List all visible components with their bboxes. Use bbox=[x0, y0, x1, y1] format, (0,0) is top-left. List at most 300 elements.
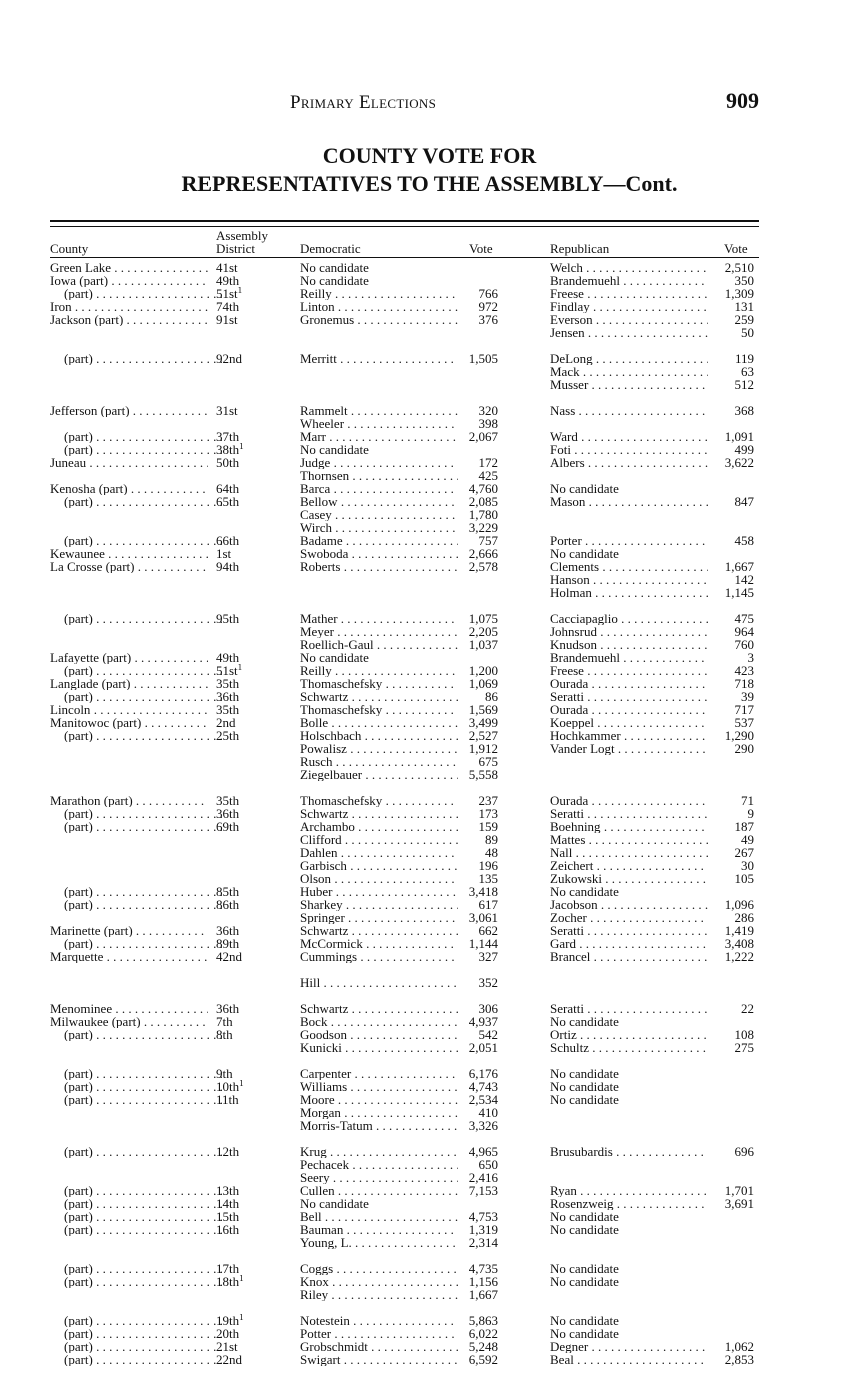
republican-vote-cell-text: 1,309 bbox=[724, 287, 754, 300]
county-cell-text: (part) bbox=[64, 664, 93, 677]
republican-candidate-cell bbox=[550, 651, 708, 664]
republican-vote-cell-text: 275 bbox=[734, 1041, 754, 1054]
table-row bbox=[50, 885, 759, 898]
democratic-candidate-cell-text: Morris-Tatum bbox=[300, 1119, 373, 1132]
republican-vote-cell bbox=[712, 560, 754, 573]
democratic-vote-cell-text: 320 bbox=[478, 404, 498, 417]
democratic-candidate-cell bbox=[300, 833, 458, 846]
republican-candidate-cell bbox=[550, 1184, 708, 1197]
democratic-candidate-cell-text: Kunicki bbox=[300, 1041, 342, 1054]
democratic-candidate-cell bbox=[300, 924, 458, 937]
county-cell-text: (part) bbox=[64, 937, 93, 950]
republican-candidate-cell-text: Johnsrud bbox=[550, 625, 597, 638]
county-cell-text: Menominee bbox=[50, 1002, 113, 1015]
democratic-candidate-cell bbox=[300, 1353, 458, 1366]
county-cell-text: Iron bbox=[50, 300, 72, 313]
district-cell bbox=[216, 352, 294, 365]
table-row bbox=[50, 833, 759, 846]
county-cell-text: (part) bbox=[64, 1210, 93, 1223]
democratic-vote-cell bbox=[458, 846, 498, 859]
democratic-vote-cell bbox=[458, 911, 498, 924]
democratic-candidate-cell bbox=[300, 703, 458, 716]
democratic-candidate-cell bbox=[300, 768, 458, 781]
district-cell bbox=[216, 677, 294, 690]
county-cell-text: (part) bbox=[64, 729, 93, 742]
democratic-vote-cell-text: 1,569 bbox=[468, 703, 498, 716]
district-cell-text: 64th bbox=[216, 482, 240, 495]
district-cell bbox=[216, 443, 294, 456]
democratic-candidate-cell bbox=[300, 352, 458, 365]
republican-candidate-cell-text: Jensen bbox=[550, 326, 585, 339]
republican-candidate-cell bbox=[550, 456, 708, 469]
district-cell-text: 36th bbox=[216, 690, 240, 703]
county-cell-text: (part) bbox=[64, 1093, 93, 1106]
district-cell-text: 35th bbox=[216, 703, 240, 716]
republican-vote-cell bbox=[712, 274, 754, 287]
district-cell bbox=[216, 274, 294, 287]
republican-vote-cell bbox=[712, 872, 754, 885]
democratic-candidate-cell bbox=[300, 651, 458, 664]
republican-vote-cell bbox=[712, 352, 754, 365]
democratic-candidate-cell bbox=[300, 1119, 458, 1132]
table-row bbox=[50, 352, 759, 365]
democratic-candidate-cell-text: Bellow bbox=[300, 495, 338, 508]
district-cell-text: 19th bbox=[216, 1314, 240, 1327]
democratic-vote-cell-text: 757 bbox=[478, 534, 498, 547]
district-cell bbox=[216, 1184, 294, 1197]
republican-vote-cell bbox=[712, 794, 754, 807]
republican-candidate-cell-text: Jacobson bbox=[550, 898, 598, 911]
table-row bbox=[50, 651, 759, 664]
county-cell bbox=[50, 1262, 222, 1275]
democratic-vote-cell bbox=[458, 755, 498, 768]
republican-candidate-cell bbox=[550, 1093, 708, 1106]
democratic-candidate-cell bbox=[300, 1015, 458, 1028]
table-row bbox=[50, 365, 759, 378]
republican-candidate-cell bbox=[550, 807, 708, 820]
table-row bbox=[50, 976, 759, 989]
democratic-candidate-cell bbox=[300, 430, 458, 443]
republican-candidate-cell-text: No candidate bbox=[550, 1080, 619, 1093]
democratic-vote-cell-text: 306 bbox=[478, 1002, 498, 1015]
table-row bbox=[50, 1067, 759, 1080]
democratic-vote-cell bbox=[458, 547, 498, 560]
democratic-vote-cell bbox=[458, 1262, 498, 1275]
democratic-candidate-cell bbox=[300, 1314, 458, 1327]
table-row bbox=[50, 1106, 759, 1119]
democratic-vote-cell-text: 2,067 bbox=[468, 430, 498, 443]
table-row bbox=[50, 573, 759, 586]
republican-vote-cell-text: 1,062 bbox=[724, 1340, 754, 1353]
democratic-candidate-cell bbox=[300, 1158, 458, 1171]
table-title-line1: COUNTY VOTE FOR bbox=[322, 143, 537, 168]
table-row bbox=[50, 1119, 759, 1132]
republican-vote-cell-text: 847 bbox=[734, 495, 754, 508]
table-row bbox=[50, 313, 759, 326]
republican-candidate-cell-text: No candidate bbox=[550, 1093, 619, 1106]
district-cell-text: 36th bbox=[216, 924, 240, 937]
district-cell-text: 7th bbox=[216, 1015, 233, 1028]
district-cell bbox=[216, 560, 294, 573]
democratic-vote-cell-text: 1,069 bbox=[468, 677, 498, 690]
democratic-vote-cell bbox=[458, 1340, 498, 1353]
democratic-vote-cell-text: 172 bbox=[478, 456, 498, 469]
democratic-vote-cell-text: 2,051 bbox=[468, 1041, 498, 1054]
republican-candidate-cell bbox=[550, 1210, 708, 1223]
democratic-vote-cell bbox=[458, 1145, 498, 1158]
democratic-candidate-cell-text: Dahlen bbox=[300, 846, 338, 859]
republican-candidate-cell bbox=[550, 729, 708, 742]
democratic-vote-cell-text: 1,156 bbox=[468, 1275, 498, 1288]
democratic-vote-cell bbox=[458, 794, 498, 807]
republican-candidate-cell bbox=[550, 742, 708, 755]
democratic-vote-cell bbox=[458, 456, 498, 469]
democratic-candidate-cell-text: Marr bbox=[300, 430, 326, 443]
republican-vote-cell bbox=[712, 1340, 754, 1353]
republican-vote-cell bbox=[712, 404, 754, 417]
republican-candidate-cell bbox=[550, 1028, 708, 1041]
county-cell bbox=[50, 950, 208, 963]
table-row bbox=[50, 820, 759, 833]
table-row bbox=[50, 274, 759, 287]
republican-candidate-cell-text: Holman bbox=[550, 586, 592, 599]
county-cell bbox=[50, 898, 222, 911]
democratic-vote-cell bbox=[458, 937, 498, 950]
republican-vote-cell-text: 1,290 bbox=[724, 729, 754, 742]
democratic-vote-cell-text: 1,037 bbox=[468, 638, 498, 651]
table-row bbox=[50, 742, 759, 755]
republican-vote-cell bbox=[712, 1028, 754, 1041]
republican-candidate-cell-text: No candidate bbox=[550, 1327, 619, 1340]
democratic-candidate-cell bbox=[300, 1327, 458, 1340]
democratic-vote-cell-text: 3,061 bbox=[468, 911, 498, 924]
republican-vote-cell-text: 1,222 bbox=[724, 950, 754, 963]
county-cell-text: Kewaunee bbox=[50, 547, 105, 560]
county-cell bbox=[50, 1080, 222, 1093]
republican-vote-cell bbox=[712, 534, 754, 547]
table-row bbox=[50, 1093, 759, 1106]
democratic-candidate-cell bbox=[300, 976, 458, 989]
democratic-candidate-cell bbox=[300, 755, 458, 768]
democratic-candidate-cell-text: Reilly bbox=[300, 664, 332, 677]
county-cell bbox=[50, 703, 208, 716]
republican-vote-cell-text: 475 bbox=[734, 612, 754, 625]
democratic-candidate-cell bbox=[300, 898, 458, 911]
republican-candidate-cell-text: Ourada bbox=[550, 677, 589, 690]
republican-candidate-cell bbox=[550, 1145, 708, 1158]
democratic-vote-cell-text: 7,153 bbox=[468, 1184, 498, 1197]
democratic-vote-cell bbox=[458, 482, 498, 495]
republican-candidate-cell-text: Findlay bbox=[550, 300, 590, 313]
republican-vote-cell bbox=[712, 612, 754, 625]
democratic-vote-cell bbox=[458, 300, 498, 313]
democratic-candidate-cell bbox=[300, 482, 458, 495]
republican-vote-cell bbox=[712, 716, 754, 729]
democratic-candidate-cell bbox=[300, 625, 458, 638]
table-row bbox=[50, 1236, 759, 1249]
democratic-candidate-cell-text: Reilly bbox=[300, 287, 332, 300]
row-spacer bbox=[50, 963, 759, 976]
republican-vote-cell bbox=[712, 1002, 754, 1015]
county-cell-text: (part) bbox=[64, 1327, 93, 1340]
county-cell bbox=[50, 664, 222, 677]
democratic-candidate-cell-text: Morgan bbox=[300, 1106, 341, 1119]
republican-vote-cell-text: 964 bbox=[734, 625, 754, 638]
republican-candidate-cell-text: Brancel bbox=[550, 950, 591, 963]
democratic-candidate-cell-text: Coggs bbox=[300, 1262, 334, 1275]
district-cell-text: 92nd bbox=[216, 352, 242, 365]
republican-vote-cell bbox=[712, 1184, 754, 1197]
republican-vote-cell-text: 30 bbox=[741, 859, 754, 872]
table-row bbox=[50, 1158, 759, 1171]
democratic-vote-cell bbox=[458, 716, 498, 729]
democratic-candidate-cell bbox=[300, 261, 458, 274]
democratic-vote-cell bbox=[458, 898, 498, 911]
district-cell-text: 66th bbox=[216, 534, 240, 547]
democratic-candidate-cell-text: Holschbach bbox=[300, 729, 362, 742]
democratic-candidate-cell-text: Meyer bbox=[300, 625, 334, 638]
democratic-candidate-cell-text: Bock bbox=[300, 1015, 328, 1028]
democratic-vote-cell bbox=[458, 768, 498, 781]
democratic-vote-cell bbox=[458, 950, 498, 963]
county-cell bbox=[50, 1184, 222, 1197]
republican-candidate-cell-text: Knudson bbox=[550, 638, 597, 651]
democratic-candidate-cell-text: Carpenter bbox=[300, 1067, 352, 1080]
table-row bbox=[50, 1275, 759, 1288]
democratic-candidate-cell bbox=[300, 1210, 458, 1223]
democratic-candidate-cell-text: Goodson bbox=[300, 1028, 347, 1041]
county-cell bbox=[50, 1340, 222, 1353]
district-cell bbox=[216, 287, 294, 300]
county-cell bbox=[50, 1145, 222, 1158]
district-cell bbox=[216, 261, 294, 274]
republican-vote-cell bbox=[712, 1197, 754, 1210]
democratic-vote-cell-text: 3,326 bbox=[468, 1119, 498, 1132]
republican-candidate-cell-text: Gard bbox=[550, 937, 576, 950]
county-cell bbox=[50, 456, 208, 469]
table-row bbox=[50, 495, 759, 508]
republican-vote-cell bbox=[712, 625, 754, 638]
democratic-candidate-cell-text: Rammelt bbox=[300, 404, 348, 417]
republican-vote-cell bbox=[712, 859, 754, 872]
republican-candidate-cell bbox=[550, 1067, 708, 1080]
republican-vote-cell-text: 350 bbox=[734, 274, 754, 287]
republican-candidate-cell bbox=[550, 872, 708, 885]
republican-vote-cell bbox=[712, 651, 754, 664]
republican-vote-cell bbox=[712, 690, 754, 703]
county-cell bbox=[50, 885, 222, 898]
republican-candidate-cell bbox=[550, 1197, 708, 1210]
republican-candidate-cell bbox=[550, 638, 708, 651]
democratic-candidate-cell-text: Linton bbox=[300, 300, 335, 313]
democratic-vote-cell-text: 542 bbox=[478, 1028, 498, 1041]
county-cell-text: (part) bbox=[64, 430, 93, 443]
republican-candidate-cell-text: Ourada bbox=[550, 703, 589, 716]
district-cell bbox=[216, 1275, 294, 1288]
democratic-candidate-cell-text: No candidate bbox=[300, 261, 369, 274]
table-row bbox=[50, 911, 759, 924]
republican-vote-cell-text: 290 bbox=[734, 742, 754, 755]
democratic-vote-cell bbox=[458, 625, 498, 638]
democratic-vote-cell-text: 4,735 bbox=[468, 1262, 498, 1275]
democratic-candidate-cell bbox=[300, 560, 458, 573]
district-cell bbox=[216, 664, 294, 677]
democratic-vote-cell-text: 2,534 bbox=[468, 1093, 498, 1106]
democratic-candidate-cell bbox=[300, 742, 458, 755]
democratic-vote-cell-text: 4,965 bbox=[468, 1145, 498, 1158]
democratic-candidate-cell bbox=[300, 274, 458, 287]
republican-candidate-cell bbox=[550, 950, 708, 963]
democratic-vote-cell-text: 2,578 bbox=[468, 560, 498, 573]
democratic-candidate-cell-text: Ziegelbauer bbox=[300, 768, 363, 781]
county-cell-text: (part) bbox=[64, 885, 93, 898]
republican-candidate-cell-text: Seratti bbox=[550, 807, 584, 820]
democratic-vote-cell-text: 1,144 bbox=[468, 937, 498, 950]
county-cell bbox=[50, 1015, 208, 1028]
table-row bbox=[50, 755, 759, 768]
republican-candidate-cell-text: Zeichert bbox=[550, 859, 594, 872]
county-cell bbox=[50, 1210, 222, 1223]
table-row bbox=[50, 638, 759, 651]
democratic-vote-cell bbox=[458, 664, 498, 677]
republican-candidate-cell bbox=[550, 1340, 708, 1353]
republican-candidate-cell bbox=[550, 846, 708, 859]
county-cell-text: Marinette (part) bbox=[50, 924, 133, 937]
democratic-candidate-cell bbox=[300, 547, 458, 560]
republican-candidate-cell bbox=[550, 430, 708, 443]
democratic-candidate-cell bbox=[300, 1275, 458, 1288]
district-cell bbox=[216, 1210, 294, 1223]
democratic-vote-cell bbox=[458, 404, 498, 417]
county-cell-text: Milwaukee (part) bbox=[50, 1015, 141, 1028]
county-cell bbox=[50, 690, 222, 703]
republican-candidate-cell bbox=[550, 261, 708, 274]
district-cell bbox=[216, 651, 294, 664]
democratic-vote-cell-text: 6,176 bbox=[468, 1067, 498, 1080]
section-title: Primary Elections bbox=[290, 92, 437, 113]
county-cell-text: (part) bbox=[64, 443, 93, 456]
district-cell-text: 49th bbox=[216, 274, 240, 287]
democratic-candidate-cell-text: Cullen bbox=[300, 1184, 335, 1197]
republican-candidate-cell bbox=[550, 1275, 708, 1288]
district-cell-text: 41st bbox=[216, 261, 238, 274]
county-cell-text: Lincoln bbox=[50, 703, 91, 716]
district-cell bbox=[216, 937, 294, 950]
table-row bbox=[50, 703, 759, 716]
republican-vote-cell-text: 696 bbox=[734, 1145, 754, 1158]
republican-candidate-cell-text: Clements bbox=[550, 560, 600, 573]
footnote-marker: 1 bbox=[239, 1275, 244, 1283]
county-cell bbox=[50, 794, 208, 807]
republican-candidate-cell bbox=[550, 1353, 708, 1366]
table-row bbox=[50, 937, 759, 950]
table-row bbox=[50, 794, 759, 807]
county-cell-text: Jefferson (part) bbox=[50, 404, 130, 417]
democratic-vote-cell-text: 5,248 bbox=[468, 1340, 498, 1353]
county-cell-text: (part) bbox=[64, 1262, 93, 1275]
republican-candidate-cell bbox=[550, 352, 708, 365]
table-row bbox=[50, 417, 759, 430]
district-cell-text: 8th bbox=[216, 1028, 233, 1041]
republican-candidate-cell-text: Hanson bbox=[550, 573, 590, 586]
republican-candidate-cell bbox=[550, 1327, 708, 1340]
district-cell bbox=[216, 1067, 294, 1080]
page-number: 909 bbox=[726, 88, 759, 113]
district-cell bbox=[216, 1080, 294, 1093]
county-cell bbox=[50, 651, 208, 664]
table-row bbox=[50, 1314, 759, 1327]
democratic-vote-cell bbox=[458, 1327, 498, 1340]
table-row bbox=[50, 482, 759, 495]
democratic-candidate-cell-text: Rusch bbox=[300, 755, 333, 768]
democratic-candidate-cell-text: Casey bbox=[300, 508, 332, 521]
county-cell-text: (part) bbox=[64, 1314, 93, 1327]
table-row bbox=[50, 1197, 759, 1210]
county-cell bbox=[50, 430, 222, 443]
republican-candidate-cell bbox=[550, 1015, 708, 1028]
row-spacer bbox=[50, 599, 759, 612]
republican-vote-cell bbox=[712, 573, 754, 586]
county-cell bbox=[50, 1275, 222, 1288]
democratic-vote-cell-text: 327 bbox=[478, 950, 498, 963]
democratic-candidate-cell-text: Sharkey bbox=[300, 898, 343, 911]
democratic-vote-cell-text: 48 bbox=[485, 846, 498, 859]
democratic-vote-cell bbox=[458, 1041, 498, 1054]
democratic-vote-cell-text: 4,937 bbox=[468, 1015, 498, 1028]
democratic-candidate-cell-text: Swigart bbox=[300, 1353, 341, 1366]
county-cell-text: (part) bbox=[64, 807, 93, 820]
district-cell bbox=[216, 482, 294, 495]
col-district-header-top: Assembly bbox=[216, 228, 268, 243]
district-cell bbox=[216, 547, 294, 560]
republican-candidate-cell-text: Seratti bbox=[550, 690, 584, 703]
republican-candidate-cell bbox=[550, 443, 708, 456]
republican-vote-cell-text: 63 bbox=[741, 365, 754, 378]
district-cell bbox=[216, 807, 294, 820]
county-cell bbox=[50, 313, 208, 326]
county-cell-text: Langlade (part) bbox=[50, 677, 131, 690]
republican-candidate-cell-text: Hochkammer bbox=[550, 729, 621, 742]
democratic-candidate-cell bbox=[300, 1223, 458, 1236]
republican-vote-cell-text: 286 bbox=[734, 911, 754, 924]
democratic-vote-cell bbox=[458, 1093, 498, 1106]
republican-candidate-cell bbox=[550, 898, 708, 911]
republican-vote-cell-text: 3,622 bbox=[724, 456, 754, 469]
republican-candidate-cell-text: Mason bbox=[550, 495, 586, 508]
democratic-candidate-cell-text: Archambo bbox=[300, 820, 355, 833]
democratic-candidate-cell-text: Moore bbox=[300, 1093, 335, 1106]
top-rule-thin bbox=[50, 226, 759, 227]
democratic-candidate-cell-text: Merritt bbox=[300, 352, 337, 365]
republican-vote-cell-text: 108 bbox=[734, 1028, 754, 1041]
district-cell bbox=[216, 430, 294, 443]
republican-vote-cell-text: 3,408 bbox=[724, 937, 754, 950]
district-cell bbox=[216, 1197, 294, 1210]
republican-vote-cell bbox=[712, 664, 754, 677]
democratic-vote-cell-text: 1,780 bbox=[468, 508, 498, 521]
table-row bbox=[50, 846, 759, 859]
democratic-candidate-cell bbox=[300, 404, 458, 417]
republican-candidate-cell bbox=[550, 1314, 708, 1327]
republican-candidate-cell-text: Vander Logt bbox=[550, 742, 615, 755]
republican-candidate-cell-text: No candidate bbox=[550, 1262, 619, 1275]
democratic-vote-cell-text: 3,499 bbox=[468, 716, 498, 729]
republican-vote-cell bbox=[712, 742, 754, 755]
democratic-candidate-cell bbox=[300, 950, 458, 963]
district-cell-text: 35th bbox=[216, 677, 240, 690]
republican-candidate-cell bbox=[550, 586, 708, 599]
republican-vote-cell-text: 49 bbox=[741, 833, 754, 846]
